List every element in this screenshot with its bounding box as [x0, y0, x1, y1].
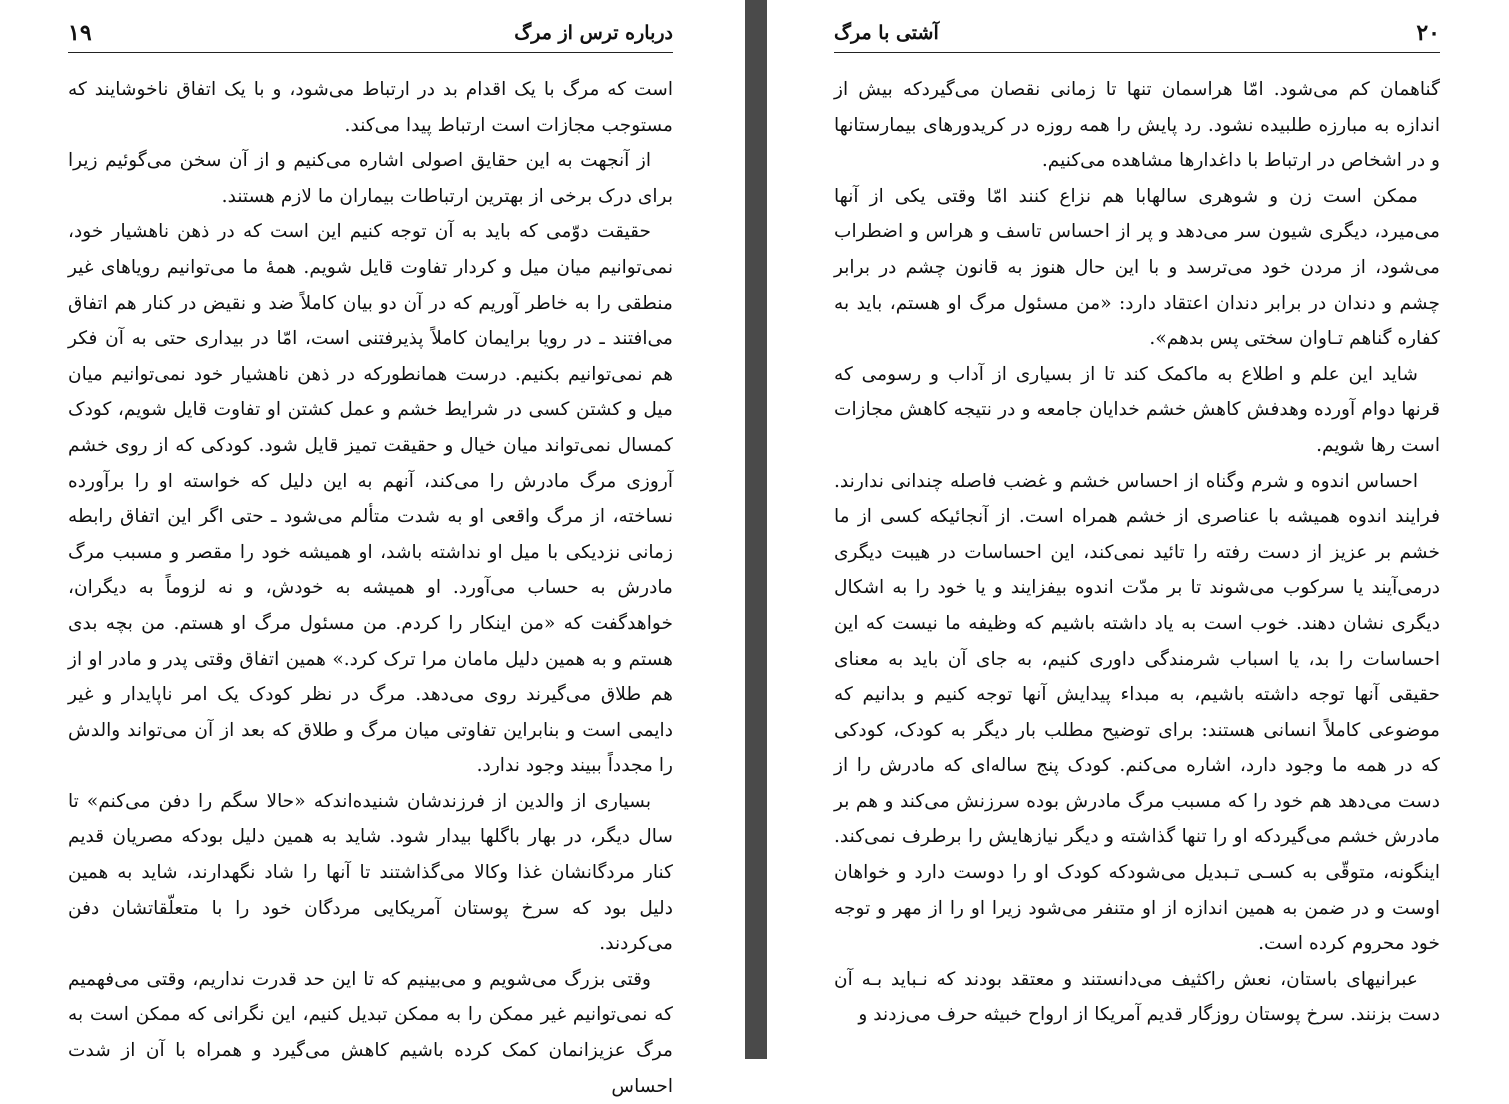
paragraph: گناهمان کم می‌شود. امّا هراسمان تنها تا زمانی نقصان می‌گیردکه بیش از اندازه به مبارزه طلبیده نشود. رد پایش را همه روزه در کریدورهای بیمارستانها و در اشخاص در ارتباط با داغدارها مشاهده می‌کنیم. — [834, 79, 1440, 172]
running-head-left — [68, 18, 673, 53]
page-number: ۱۹ — [68, 20, 92, 46]
paragraph: از آنجهت به این حقایق اصولی اشاره می‌کنیم و از آن سخن می‌گوئیم زیرا برای درک برخی از بهترین ارتباطات بیماران ما لازم هستند. — [68, 150, 673, 207]
paragraph: بسیاری از والدین از فرزندشان شنیده‌اندکه «حالا سگم را دفن می‌کنم» تا سال دیگر، در بهار باگلها بیدار شود. شاید به همین دلیل بودکه مصریان قدیم کنار مردگانشان غذا وکالا می‌گذاشتند تا آنها را شاد نگهدارند، شاید به همین دلیل بود که سرخ پوستان آمریکایی مردگان خود را با متعلّقاتشان دفن می‌کردند. — [68, 790, 673, 955]
left-page — [68, 0, 673, 1097]
paragraph: عبرانیهای باستان، نعش راکثیف می‌دانستند و معتقد بودند که نـباید بـه آن دست بزنند. سرخ پوستان روزگار قدیم آمریکا از ارواح خبیثه حرف می‌زدند و — [834, 968, 1440, 1026]
book-gutter — [745, 0, 767, 1059]
page-number: ۲۰ — [1416, 20, 1440, 46]
running-title: آشتی با مرگ — [834, 22, 939, 44]
paragraph: وقتی بزرگ می‌شویم و می‌بینیم که تا این حد قدرت نداریم، وقتی می‌فهمیم که نمی‌توانیم غیر ممکن را به ممکن تبدیل کنیم، این نگرانی که ممکن است به مرگ عزیزانمان کمک کرده باشیم کاهش می‌گیرد و همراه با آن از شدت احساس — [68, 968, 673, 1097]
right-page — [834, 0, 1440, 1059]
running-title: درباره ترس از مرگ — [514, 22, 673, 44]
paragraph: احساس اندوه و شرم وگناه از احساس خشم و غضب فاصله چندانی ندارند. فرایند اندوه همیشه با عناصری از خشم همراه است. از آنجائیکه کسی از ما خشم بر عزیز از دست رفته را تائید نمی‌کند، این احساسات در هیبت دیگری درمی‌آیند یا سرکوب می‌شوند تا بر مدّت اندوه بیفزایند و یا خود را به اشکال دیگری نشان دهند. خوب است به یاد داشته باشیم که وظیفه ما نیست که این احساسات را بد، یا اسباب شرمندگی داوری کنیم، به جای آن باید به معنای حقیقی آنها توجه داشته باشیم، به مبداء پیدایش آنها توجه کنیم و بدانیم که موضوعی کاملاً انسانی هستند: برای توضیح مطلب بار دیگر به کودک، کودکی که در همه ما وجود دارد، اشاره می‌کنم. کودک پنج ساله‌ای که مادرش را از دست می‌دهد هم خود را که مسبب مرگ مادرش بوده سرزنش می‌کند و هم بر مادرش خشم می‌گیردکه او را تنها گذاشته و دیگر نیازهایش را برطرف نمی‌کند. اینگونه، متوقّی به کسـی تـبدیل می‌شودکه کودک او را دوست دارد و خواهان اوست و در ضمن به همین اندازه از او متنفر می‌شود زیرا او را از مهر و توجه خود محروم کرده است. — [834, 470, 1440, 955]
paragraph: حقیقت دوّمی که باید به آن توجه کنیم این است که در ذهن ناهشیار خود، نمی‌توانیم میان میل و کردار تفاوت قایل شویم. همهٔ ما می‌توانیم رویاهای غیر منطقی را به خاطر آوریم که در آن دو بیان کاملاً ضد و نقیض در کنار هم اتفاق می‌افتند ـ در رویا برایمان کاملاً پذیرفتنی است، امّا در بیداری حتی به آن فکر هم نمی‌توانیم بکنیم. درست همانطورکه در ذهن ناهشیار خود نمی‌توانیم میان میل و کشتن کسی در شرایط خشم و عمل کشتن او تفاوت قایل شویم، کودک کمسال نمی‌تواند میان خیال و حقیقت تمیز قایل شود. کودکی که از روی خشم آروزی مرگ مادرش را می‌کند، آنهم به این دلیل که خواسته او را برآورده نساخته، از مرگ واقعی او به شدت متألم می‌شود ـ حتی اگر این اتفاق رابطه زمانی نزدیکی با میل او نداشته باشد، او همیشه خود را مقصر و مسبب مرگ مادرش به حساب می‌آورد. او همیشه به خودش، و نه لزوماً به دیگران، خواهدگفت که «من اینکار را کردم. من مسئول مرگ او هستم. من بچه بدی هستم و به همین دلیل مامان مرا ترک کرد.» همین اتفاق وقتی پدر و مادر او از هم طلاق می‌گیرند روی می‌دهد. مرگ در نظر کودک یک امر ناپایدار و غیر دایمی است و بنابراین تفاوتی میان مرگ و طلاق که بعد از آن می‌تواند والدش را مجدداً ببیند وجود ندارد. — [68, 221, 673, 777]
paragraph: است که مرگ با یک اقدام بد در ارتباط می‌شود، و با یک اتفاق ناخوشایند که مستوجب مجازات است ارتباط پیدا می‌کند. — [68, 79, 673, 136]
running-head-right — [834, 18, 1440, 53]
paragraph: شاید این علم و اطلاع به ماکمک کند تا از بسیاری از آداب و رسومی که قرنها دوام آورده وهدفش کاهش خشم خدایان جامعه و در نتیجه کاهش مجازات است رها شویم. — [834, 363, 1440, 456]
page-body-left — [68, 72, 673, 1104]
page-body-right — [834, 72, 1440, 1033]
paragraph: ممکن است زن و شوهری سالهابا هم نزاع کنند امّا وقتی یکی از آنها می‌میرد، دیگری شیون سر می‌دهد و پر از احساس تاسف و هراس و اضطراب می‌شود، از مردن خود می‌ترسد و با این حال هنوز به قانون چشم در برابر چشم و دندان در برابر دندان اعتقاد دارد: «من مسئول مرگ او هستم، باید به کفاره گناهم تـاوان سختی پس بدهم». — [834, 185, 1440, 350]
